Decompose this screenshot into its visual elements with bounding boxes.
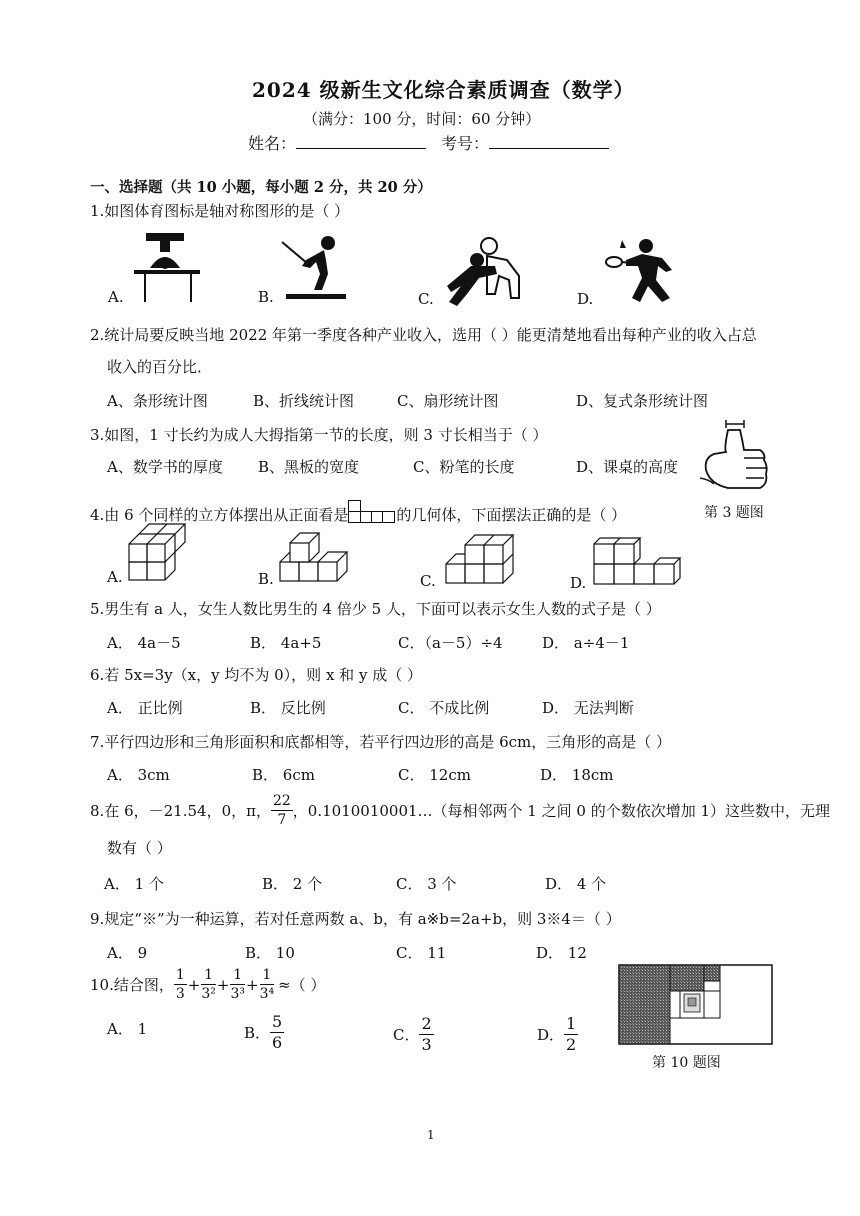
fraction-denominator: 7 [277, 812, 287, 828]
q6-option-a: A． 正比例 [107, 699, 183, 717]
q4-option-d: D. [570, 574, 587, 592]
q8-option-c: C． 3 个 [396, 875, 457, 893]
name-field [248, 131, 426, 154]
q7-option-d: D． 18cm [540, 766, 614, 784]
fraction-denominator: 2 [566, 1035, 577, 1054]
id-blank [489, 134, 609, 149]
question-8-stem [90, 794, 830, 827]
term-2 [201, 968, 216, 1001]
skier-icon [280, 234, 350, 304]
question-10-stem-b: ≈（ ） [278, 976, 326, 994]
question-8-stem-a: 8.在 6，－21.54，0，π， [90, 802, 271, 820]
question-8-stem-b: ，0.1010010001…（每相邻两个 1 之间 0 的个数依次增加 1）这些数中，无理 [292, 802, 831, 820]
term-denominator: 3⁴ [259, 986, 275, 1002]
fraction-22-7 [271, 794, 293, 827]
q1-option-c: C. [418, 290, 434, 308]
gymnast-icon [130, 228, 210, 306]
fraction-denominator: 6 [272, 1033, 283, 1052]
q1-option-b: B. [258, 288, 274, 306]
id-field [441, 131, 609, 154]
q3-option-c: C、粉笔的长度 [413, 458, 515, 476]
cube-figure-d [592, 534, 684, 586]
option-c-fraction [419, 1016, 433, 1053]
q1-option-d: D. [577, 290, 594, 308]
q10-option-c-label: C． [393, 1026, 420, 1044]
fraction-denominator: 3 [421, 1035, 432, 1054]
question-8-stem-cont: 数有（ ） [107, 839, 172, 857]
question-9-stem: 9.规定“※”为一种运算，若对任意两数 a、b，有 a※b=2a+b，则 3※4＝（ ） [90, 910, 621, 928]
figure-10-caption: 第 10 题图 [652, 1055, 721, 1071]
option-b-fraction [270, 1014, 284, 1051]
term-numerator: 1 [175, 967, 185, 983]
figure-3-caption: 第 3 题图 [704, 505, 764, 521]
q5-option-c: C．（a－5）÷4 [398, 634, 503, 652]
q3-option-d: D、课桌的高度 [576, 458, 679, 476]
question-2-stem-cont: 收入的百分比． [107, 358, 213, 376]
page-subtitle: （满分：100 分，时间：60 分钟） [303, 110, 541, 128]
q8-option-b: B． 2 个 [262, 875, 323, 893]
q6-option-b: B． 反比例 [250, 699, 326, 717]
term-numerator: 1 [201, 968, 216, 985]
fraction-numerator: 22 [272, 793, 291, 809]
thumb-figure [700, 418, 772, 494]
question-1-stem: 1.如图体育图标是轴对称图形的是（ ） [90, 202, 350, 220]
q9-option-b: B． 10 [245, 944, 295, 962]
cube-figure-c [440, 524, 520, 586]
area-model-figure [618, 964, 774, 1046]
question-6-stem: 6.若 5x=3y（x，y 均不为 0），则 x 和 y 成（ ） [90, 666, 422, 684]
q7-option-b: B． 6cm [252, 766, 315, 784]
q9-option-d: D． 12 [536, 944, 587, 962]
q6-option-c: C． 不成比例 [398, 699, 490, 717]
q8-option-d: D． 4 个 [545, 875, 607, 893]
q10-option-d-label: D． [537, 1026, 565, 1044]
question-10-stem: 10.结合图， $\frac{1}{3}$ + $\frac{1}{\text{3²}}$ + $\frac{1}{\text{3³}}$ + $\frac{1}{\text{3⁴}}$ ≈（ ） [90, 967, 326, 1002]
term-denominator: 3 [175, 986, 185, 1002]
q6-option-d: D． 无法判断 [542, 699, 634, 717]
q4-option-c: C. [420, 572, 436, 590]
fraction-numerator: 5 [272, 1012, 283, 1031]
q2-option-d: D、复式条形统计图 [576, 392, 709, 410]
front-view-figure [348, 500, 396, 524]
q4-option-a: A. [107, 568, 123, 586]
question-5-stem: 5.男生有 a 人，女生人数比男生的 4 倍少 5 人，下面可以表示女生人数的式子是（ ） [90, 600, 661, 618]
question-4-stem-a: 4.由 6 个同样的立方体摆出从正面看是 [90, 506, 349, 524]
wrestlers-icon [437, 236, 529, 308]
q9-option-a: A． 9 [107, 944, 148, 962]
name-label: 姓名： [248, 134, 297, 153]
option-d-fraction [564, 1016, 578, 1053]
question-10-stem-a: 10.结合图， [90, 976, 174, 994]
question-3-stem: 3.如图，1 寸长约为成人大拇指第一节的长度，则 3 寸长相当于（ ） [90, 426, 548, 444]
q2-option-b: B、折线统计图 [253, 392, 355, 410]
q3-option-a: A、数学书的厚度 [107, 458, 223, 476]
q7-option-a: A． 3cm [107, 766, 170, 784]
cube-figure-b [278, 522, 360, 584]
q2-option-c: C、扇形统计图 [397, 392, 499, 410]
q1-option-a: A. [108, 288, 124, 306]
q10-option-c [393, 1016, 434, 1053]
term-denominator: 3² [201, 986, 216, 1002]
page-number: 1 [427, 1128, 435, 1142]
question-4-stem-b: 的几何体，下面摆法正确的是（ ） [396, 506, 627, 524]
q5-option-d: D． a÷4－1 [542, 634, 630, 652]
q5-option-a: A． 4a－5 [107, 634, 181, 652]
section-heading: 一、选择题（共 10 小题，每小题 2 分，共 20 分） [90, 179, 432, 196]
term-3 [230, 968, 245, 1001]
term-numerator: 1 [260, 968, 275, 985]
q10-option-b-label: B． [244, 1024, 271, 1042]
term-4 [260, 968, 275, 1001]
name-blank [296, 134, 426, 149]
q8-option-a: A． 1 个 [104, 875, 164, 893]
q9-option-c: C． 11 [396, 944, 447, 962]
term-denominator: 3³ [230, 986, 245, 1002]
fraction-numerator: 1 [566, 1014, 577, 1033]
q10-option-d [537, 1016, 578, 1053]
fraction-numerator: 2 [421, 1014, 432, 1033]
q5-option-b: B． 4a+5 [250, 634, 322, 652]
term-1 [174, 968, 187, 1001]
q2-option-a: A、条形统计图 [107, 392, 208, 410]
badminton-icon [600, 236, 690, 308]
q10-option-b [244, 1014, 284, 1051]
question-2-stem: 2.统计局要反映当地 2022 年第一季度各种产业收入，选用（ ）能更清楚地看出每种产业的收入占总 [90, 326, 757, 344]
cube-figure-a [125, 520, 191, 582]
id-label: 考号： [441, 134, 490, 153]
q3-option-b: B、黑板的宽度 [258, 458, 360, 476]
term-numerator: 1 [230, 968, 245, 985]
q7-option-c: C． 12cm [398, 766, 471, 784]
question-7-stem: 7.平行四边形和三角形面积和底都相等，若平行四边形的高是 6cm，三角形的高是（ ） [90, 733, 672, 751]
q4-option-b: B. [258, 570, 274, 588]
q10-option-a: A． 1 [107, 1020, 148, 1038]
page-title: 2024 级新生文化综合素质调查（数学） [252, 78, 635, 102]
